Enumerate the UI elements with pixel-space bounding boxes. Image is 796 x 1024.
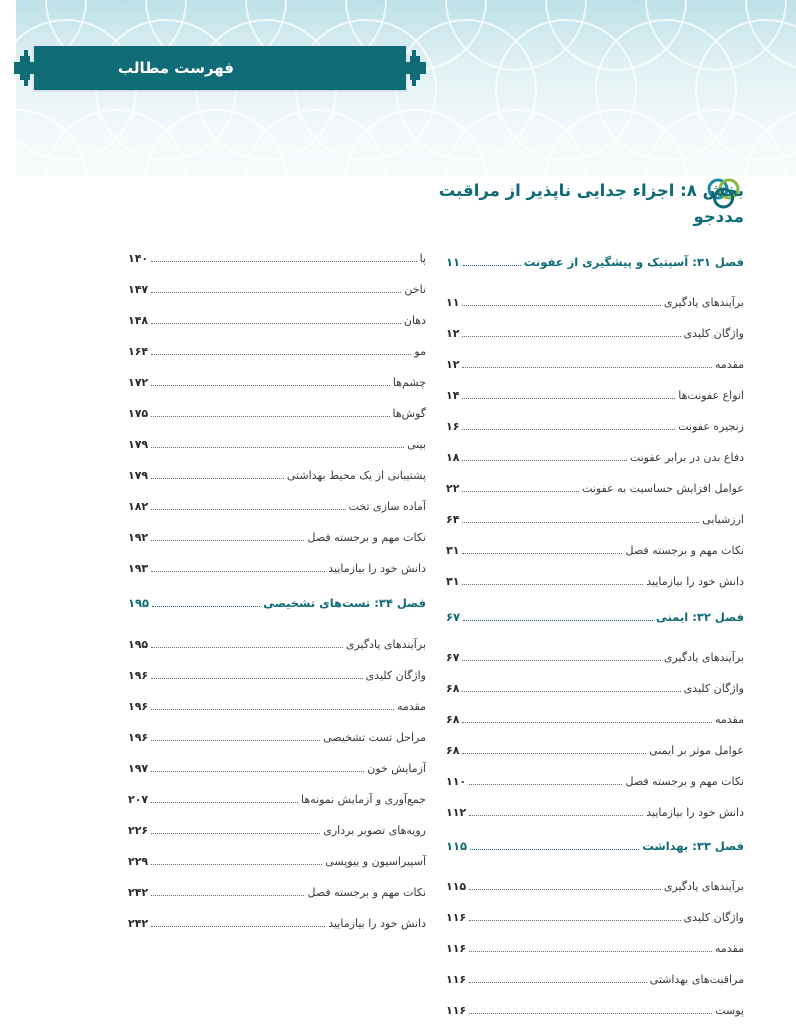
toc-page-number: ۲۰۷ [128, 792, 149, 806]
toc-entry-title: ارزشیابی [702, 512, 744, 526]
toc-page-number: ۱۸۲ [128, 499, 149, 513]
toc-entry-title: پوست [715, 1003, 744, 1017]
toc-page-number: ۱۱۲ [446, 805, 467, 819]
toc-entry[interactable] [446, 908, 744, 926]
toc-page-number: ۱۸ [446, 450, 460, 464]
toc-page-number: ۱۲ [446, 326, 460, 340]
toc-entry[interactable] [446, 448, 744, 466]
toc-entry-title: جمع‌آوری و آزمایش نمونه‌ها [300, 792, 426, 806]
toc-page-number: ۱۶۴ [128, 344, 149, 358]
toc-entry[interactable] [446, 293, 744, 311]
toc-entry-title: واژگان کلیدی [683, 910, 744, 924]
toc-entry-title: گوش‌ها [392, 406, 426, 420]
toc-entry-title: عوامل موثر بر ایمنی [649, 743, 744, 757]
toc-chapter-entry[interactable] [446, 608, 744, 626]
toc-entry[interactable] [128, 559, 426, 577]
toc-entry-title: فصل ۳۴: تست‌های تشخیصی [263, 596, 426, 610]
toc-leader-dots [151, 709, 394, 710]
toc-entry-title: چشم‌ها [392, 375, 426, 389]
section-title: بخش ۸: اجزاء جدایی ناپذیر از مراقبت مددجو [438, 181, 744, 226]
toc-entry-title: پشتیبانی از یک محیط بهداشتی [286, 468, 426, 482]
toc-entry-title: نکات مهم و برجسته فصل [625, 543, 744, 557]
toc-entry[interactable] [446, 710, 744, 728]
toc-leader-dots [469, 815, 643, 816]
toc-page-number: ۱۹۳ [128, 561, 149, 575]
toc-entry[interactable] [128, 528, 426, 546]
toc-entry[interactable] [128, 728, 426, 746]
toc-entry[interactable] [446, 479, 744, 497]
toc-entry-title: دانش خود را بیازمایید [646, 805, 744, 819]
toc-page-number: ۶۸ [446, 743, 460, 757]
toc-entry-title: انواع عفونت‌ها [678, 388, 744, 402]
toc-page-number: ۲۴۲ [128, 916, 149, 930]
toc-entry-title: دهان [403, 313, 426, 327]
toc-leader-dots [462, 429, 675, 430]
toc-leader-dots [462, 691, 680, 692]
toc-page-number: ۱۴۸ [128, 313, 149, 327]
toc-page-number: ۲۲۶ [128, 823, 149, 837]
toc-leader-dots [469, 889, 661, 890]
toc-entry-title: واژگان کلیدی [683, 326, 744, 340]
toc-page-number: ۱۱۵ [446, 879, 467, 893]
toc-entry[interactable] [446, 1001, 744, 1019]
toc-entry-title: فصل ۳۱: آسپتیک و پیشگیری از عفونت [523, 255, 744, 269]
toc-entry[interactable] [128, 373, 426, 391]
toc-title: فهرست مطالب [118, 59, 234, 77]
toc-leader-dots [469, 951, 712, 952]
toc-entry-title: مقدمه [714, 357, 744, 371]
toc-page-number: ۱۱۵ [446, 839, 468, 853]
toc-entry[interactable] [446, 324, 744, 342]
toc-page-number: ۱۹۶ [128, 730, 149, 744]
toc-page-number: ۱۷۹ [128, 437, 149, 451]
toc-entry-title: زنجیره عفونت [678, 419, 744, 433]
toc-page-number: ۱۷۵ [128, 406, 149, 420]
toc-entry[interactable] [446, 541, 744, 559]
toc-leader-dots [462, 460, 626, 461]
toc-entry[interactable] [128, 497, 426, 515]
toc-entry-title: برآیندهای یادگیری [663, 650, 744, 664]
toc-leader-dots [152, 606, 260, 607]
toc-entry[interactable] [128, 635, 426, 653]
toc-leader-dots [151, 833, 320, 834]
toc-entry-title: دفاع بدن در برابر عفونت [629, 450, 744, 464]
toc-entry[interactable] [128, 249, 426, 267]
toc-page-number: ۱۴ [446, 388, 460, 402]
toc-chapter-entry[interactable] [128, 594, 426, 612]
toc-page-number: ۳۱ [446, 574, 460, 588]
toc-entry[interactable] [446, 679, 744, 697]
toc-leader-dots [469, 982, 647, 983]
toc-entry-title: عوامل افزایش حساسیت به عفونت [582, 481, 744, 495]
toc-page-number: ۲۴۲ [128, 885, 149, 899]
toc-page-number: ۱۱ [446, 295, 460, 309]
toc-leader-dots [151, 478, 284, 479]
toc-entry-title: مقدمه [396, 699, 426, 713]
toc-entry-title: فصل ۳۳: بهداشت [642, 839, 744, 853]
toc-leader-dots [462, 305, 660, 306]
toc-column-left [128, 0, 426, 1024]
toc-leader-dots [151, 416, 389, 417]
toc-entry[interactable] [128, 435, 426, 453]
toc-leader-dots [462, 753, 646, 754]
toc-entry[interactable] [446, 572, 744, 590]
toc-leader-dots [469, 1013, 712, 1014]
toc-entry[interactable] [446, 510, 744, 528]
toc-entry-title: ناخن [404, 282, 426, 296]
toc-entry-title: دانش خود را بیازمایید [328, 561, 426, 575]
toc-page-number: ۱۷۲ [128, 375, 149, 389]
toc-entry-title: نکات مهم و برجسته فصل [307, 530, 426, 544]
toc-entry-title: پا [419, 251, 426, 265]
toc-entry[interactable] [128, 666, 426, 684]
toc-chapter-entry[interactable] [446, 837, 744, 855]
toc-entry[interactable] [446, 417, 744, 435]
toc-entry-title: نکات مهم و برجسته فصل [307, 885, 426, 899]
toc-page-number: ۶۴ [446, 512, 460, 526]
toc-leader-dots [151, 509, 345, 510]
toc-entry-title: نکات مهم و برجسته فصل [625, 774, 744, 788]
toc-entry[interactable] [446, 355, 744, 373]
toc-leader-dots [462, 491, 579, 492]
toc-leader-dots [462, 398, 675, 399]
toc-page-number: ۱۹۵ [128, 596, 150, 610]
toc-entry[interactable] [128, 342, 426, 360]
toc-entry-title: مو [414, 344, 426, 358]
toc-entry-title: مقدمه [714, 712, 744, 726]
toc-entry[interactable] [446, 772, 744, 790]
toc-page-number: ۱۹۷ [128, 761, 149, 775]
toc-leader-dots [151, 740, 320, 741]
toc-entry-title: واژگان کلیدی [365, 668, 426, 682]
toc-leader-dots [151, 447, 404, 448]
toc-entry-title: مراقبت‌های بهداشتی [649, 972, 744, 986]
toc-page-number: ۱۹۶ [128, 668, 149, 682]
toc-leader-dots [151, 354, 411, 355]
toc-entry[interactable] [128, 914, 426, 932]
toc-leader-dots [151, 292, 401, 293]
toc-entry[interactable] [128, 821, 426, 839]
toc-leader-dots [151, 261, 416, 262]
toc-leader-dots [462, 722, 712, 723]
toc-entry[interactable] [128, 790, 426, 808]
toc-page-number: ۳۱ [446, 543, 460, 557]
toc-entry-title: آزمایش خون [367, 761, 426, 775]
toc-entry[interactable] [446, 386, 744, 404]
toc-page-number: ۶۷ [446, 610, 461, 624]
toc-page-number: ۱۱۶ [446, 1003, 467, 1017]
toc-leader-dots [151, 802, 298, 803]
toc-leader-dots [151, 771, 364, 772]
toc-page-number: ۱۹۵ [128, 637, 149, 651]
toc-page-number: ۱۴۰ [128, 251, 149, 265]
toc-page-number: ۱۶ [446, 419, 460, 433]
toc-entry[interactable] [128, 311, 426, 329]
toc-page-number: ۱۱ [446, 255, 461, 269]
toc-leader-dots [151, 385, 390, 386]
toc-page-number: ۶۸ [446, 712, 460, 726]
toc-page-number: ۱۱۰ [446, 774, 467, 788]
toc-entry[interactable] [128, 404, 426, 422]
toc-leader-dots [463, 265, 521, 266]
toc-entry[interactable] [446, 939, 744, 957]
toc-entry-title: مراحل تست تشخیصی [323, 730, 426, 744]
toc-entry[interactable] [128, 852, 426, 870]
toc-leader-dots [470, 849, 639, 850]
toc-page-number: ۱۴۷ [128, 282, 149, 296]
toc-leader-dots [151, 678, 362, 679]
toc-entry-title: برآیندهای یادگیری [663, 295, 744, 309]
toc-entry-title: آماده سازی تخت [348, 499, 426, 513]
toc-entry-title: برآیندهای یادگیری [663, 879, 744, 893]
toc-page-number: ۱۷۹ [128, 468, 149, 482]
toc-page-number: ۱۲ [446, 357, 460, 371]
toc-leader-dots [151, 895, 304, 896]
toc-entry[interactable] [128, 697, 426, 715]
toc-entry-title: رویه‌های تصویر برداری [323, 823, 426, 837]
toc-leader-dots [462, 367, 712, 368]
toc-leader-dots [151, 540, 304, 541]
toc-column-right [446, 0, 744, 1024]
toc-page-number: ۶۷ [446, 650, 460, 664]
toc-leader-dots [462, 553, 622, 554]
toc-entry[interactable] [446, 970, 744, 988]
toc-entry[interactable] [128, 759, 426, 777]
toc-leader-dots [462, 522, 699, 523]
toc-entry-title: مقدمه [714, 941, 744, 955]
toc-entry-title: دانش خود را بیازمایید [646, 574, 744, 588]
toc-page-number: ۱۹۶ [128, 699, 149, 713]
toc-leader-dots [151, 647, 343, 648]
toc-leader-dots [462, 660, 660, 661]
toc-leader-dots [462, 584, 643, 585]
toc-entry[interactable] [446, 648, 744, 666]
toc-page-number: ۲۲ [446, 481, 460, 495]
toc-entry[interactable] [446, 741, 744, 759]
toc-entry[interactable] [128, 883, 426, 901]
toc-leader-dots [151, 926, 325, 927]
toc-entry[interactable] [446, 803, 744, 821]
toc-entry[interactable] [128, 466, 426, 484]
toc-page-number: ۱۱۶ [446, 941, 467, 955]
toc-entry[interactable] [446, 877, 744, 895]
toc-page-number: ۱۱۶ [446, 910, 467, 924]
toc-entry-title: دانش خود را بیازمایید [328, 916, 426, 930]
toc-entry[interactable] [128, 280, 426, 298]
toc-entry-title: برآیندهای یادگیری [345, 637, 426, 651]
toc-chapter-entry[interactable] [446, 253, 744, 271]
toc-page-number: ۱۱۶ [446, 972, 467, 986]
toc-leader-dots [462, 336, 680, 337]
toc-leader-dots [469, 784, 622, 785]
toc-entry-title: آسپیراسیون و بیوپسی [325, 854, 426, 868]
toc-page-number: ۱۹۲ [128, 530, 149, 544]
toc-entry-title: فصل ۳۲: ایمنی [655, 610, 744, 624]
toc-leader-dots [151, 864, 322, 865]
toc-entry-title: بینی [407, 437, 426, 451]
toc-leader-dots [151, 323, 401, 324]
toc-leader-dots [469, 920, 680, 921]
toc-page-number: ۲۲۹ [128, 854, 149, 868]
toc-leader-dots [463, 620, 653, 621]
toc-leader-dots [151, 571, 325, 572]
toc-page-number: ۶۸ [446, 681, 460, 695]
toc-entry-title: واژگان کلیدی [683, 681, 744, 695]
